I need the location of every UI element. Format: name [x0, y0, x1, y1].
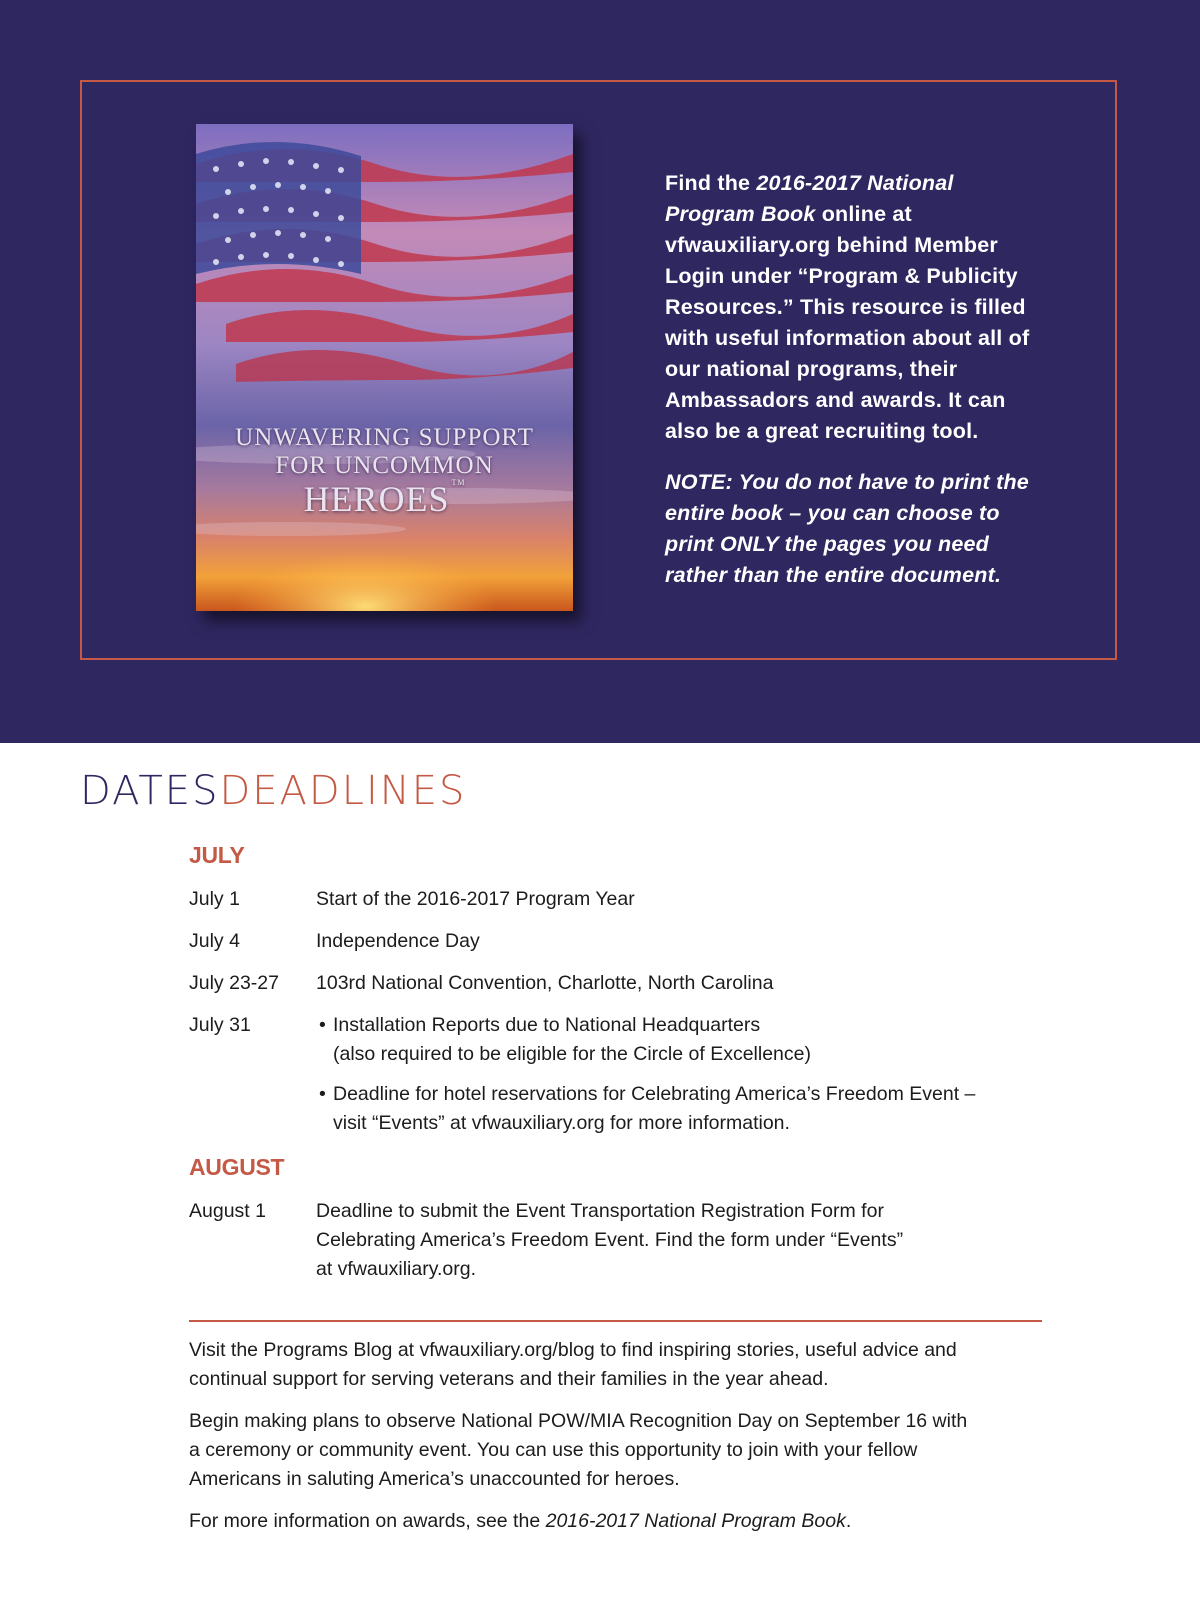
book-title-line1: UNWAVERING SUPPORT	[235, 424, 534, 451]
foot-line: a ceremony or community event. You can use this opportunity to join with your fellow	[189, 1439, 918, 1461]
row-line: at vfwauxiliary.org.	[316, 1258, 477, 1280]
foot-line: continual support for serving veterans and their families in the year ahead.	[189, 1368, 829, 1390]
row-line: Deadline to submit the Event Transportation Registration Form for	[316, 1200, 884, 1222]
bullet-dot: •	[319, 1014, 326, 1036]
blog-paragraph	[189, 1336, 1039, 1394]
row-bullets	[316, 1011, 1036, 1138]
foot-line: Visit the Programs Blog at vfwauxiliary.org/blog to find inspiring stories, useful advice and	[189, 1339, 957, 1361]
promo-book-title: 2016-2017 National Program Book	[665, 171, 954, 226]
row-date: July 1	[189, 888, 240, 910]
program-book-promo	[665, 168, 1035, 611]
promo-intro: Find the	[665, 171, 757, 195]
awards-book-title: 2016-2017 National Program Book	[545, 1510, 846, 1532]
dates-deadlines-heading	[80, 768, 466, 814]
bullet-item	[316, 1080, 1036, 1138]
bullet-line: Installation Reports due to National Headquarters	[333, 1014, 761, 1036]
program-book-cover	[196, 124, 573, 611]
bullet-line: (also required to be eligible for the Circle of Excellence)	[333, 1043, 811, 1065]
trademark-mark: TM	[451, 478, 466, 487]
foot-line: Begin making plans to observe National POW/MIA Recognition Day on September 16 with	[189, 1410, 968, 1432]
note-text: You do not have to print the entire book – you can choose to print ONLY the pages you need rather than the entire document.	[665, 470, 1029, 587]
awards-paragraph	[189, 1507, 1039, 1536]
promo-paragraph	[665, 168, 1035, 447]
bullet-dot: •	[319, 1083, 326, 1105]
section-divider	[189, 1320, 1042, 1322]
flag-sunset-artwork	[196, 124, 573, 611]
month-august: AUGUST	[189, 1154, 285, 1180]
row-text	[316, 1197, 1036, 1284]
bullet-item	[316, 1011, 1036, 1069]
row-text: 103rd National Convention, Charlotte, North Carolina	[316, 972, 774, 994]
row-line: Celebrating America’s Freedom Event. Find the form under “Events”	[316, 1229, 904, 1251]
promo-body: online at vfwauxiliary.org behind Member Login under “Program & Publicity Resources.” This resource is filled with useful information about all of our national programs, their Ambassadors and awards. It can also be a great recruiting tool.	[665, 202, 1030, 443]
bullet-line: visit “Events” at vfwauxiliary.org for more information.	[333, 1112, 790, 1134]
row-date: August 1	[189, 1200, 266, 1222]
row-text: Start of the 2016-2017 Program Year	[316, 888, 635, 910]
row-date: July 23-27	[189, 972, 279, 994]
row-date: July 4	[189, 930, 240, 952]
foot-line: Americans in saluting America’s unaccounted for heroes.	[189, 1468, 680, 1490]
awards-intro: For more information on awards, see the	[189, 1510, 546, 1532]
awards-end: .	[845, 1510, 852, 1532]
heading-dates: DATES	[80, 768, 220, 814]
note-label: NOTE:	[665, 470, 733, 494]
heading-deadlines: DEADLINES	[219, 768, 467, 814]
book-title-line3	[196, 478, 573, 520]
book-title-heroes: HEROES	[303, 479, 450, 519]
top-banner	[0, 0, 1200, 743]
month-july: JULY	[189, 842, 245, 868]
row-date: July 31	[189, 1014, 251, 1036]
powmia-paragraph	[189, 1407, 1039, 1494]
book-title-line2: FOR UNCOMMON	[275, 452, 494, 479]
bullet-line: Deadline for hotel reservations for Celebrating America’s Freedom Event –	[333, 1083, 976, 1105]
row-text: Independence Day	[316, 930, 480, 952]
promo-note	[665, 467, 1035, 591]
